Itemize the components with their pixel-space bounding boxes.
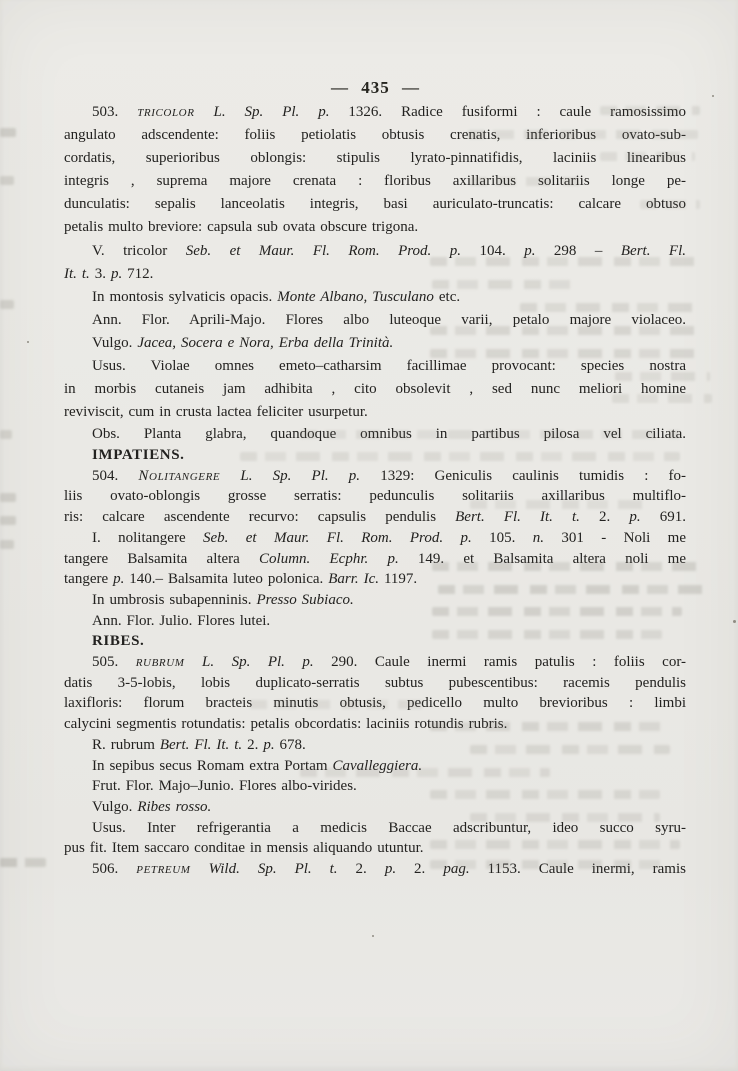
showthrough-ghost — [0, 516, 16, 525]
text-segment: 691. — [640, 509, 686, 526]
text-segment: liis ovato-oblongis grosse serratis: pedunculis solitariis axillaribus multiflo- — [64, 488, 686, 505]
text-segment: Seb. et Maur. Fl. Rom. Prod. p. — [202, 529, 472, 546]
showthrough-ghost — [470, 745, 670, 754]
showthrough-ghost — [432, 562, 702, 571]
text-segment: Ann. Flor. Aprili-Majo. Flores albo luteoque varii, petalo majore violaceo. — [92, 311, 686, 328]
text-segment: reviviscit, cum in crusta lactea feliciter usurpetur. — [64, 404, 368, 421]
showthrough-ghost — [432, 630, 662, 639]
showthrough-ghost — [430, 840, 680, 849]
text-segment: tangere Balsamita altera — [64, 550, 260, 567]
scan-speck — [712, 95, 714, 97]
text-segment: 298 – — [535, 242, 621, 259]
showthrough-ghost — [300, 430, 680, 439]
text-segment: 678. — [274, 736, 306, 753]
text-line — [64, 147, 686, 170]
species-name: rubrum — [135, 654, 185, 671]
text-segment: L. Sp. Pl. p. — [213, 104, 330, 120]
text-segment: L. Sp. Pl. p. — [202, 654, 314, 671]
showthrough-ghost — [615, 372, 710, 381]
text-segment: Wild. Sp. Pl. t. — [208, 861, 338, 878]
text-segment: in morbis cutaneis jam adhibita , cito obsolevit , sed nunc meliori homine — [64, 381, 686, 398]
text-line — [64, 216, 686, 239]
showthrough-ghost — [0, 128, 16, 137]
text-block — [64, 101, 686, 880]
text-segment: It. t. — [64, 265, 90, 282]
text-segment: cordatis, superioribus oblongis: stipulis lyrato-pinnatifidis, laciniis linearibus — [64, 150, 686, 167]
showthrough-ghost — [240, 452, 680, 461]
text-segment: Usus. Violae omnes emeto–catharsim facillimae provocant: species nostra — [92, 358, 686, 375]
text-segment: Seb. et Maur. Fl. Rom. Prod. p. — [185, 242, 461, 259]
text-segment: 149. et Balsamita altera noli me — [398, 550, 686, 567]
text-segment: pag. — [443, 861, 470, 878]
showthrough-ghost — [430, 257, 700, 266]
text-segment: Ribes rosso. — [137, 798, 212, 815]
text-line — [64, 101, 686, 124]
text-line — [64, 466, 686, 487]
text-segment: p. — [110, 265, 123, 282]
text-segment: etc. — [433, 288, 461, 305]
text-segment: laxifloris: florum bracteis minutis obtusis, pedicello multo brevioribus : limbi — [64, 695, 686, 712]
text-segment — [185, 654, 202, 670]
showthrough-ghost — [470, 177, 580, 186]
text-segment: calycini segmentis rotundatis: petalis obcordatis: laciniis rotundis rubris. — [64, 716, 508, 733]
text-segment: p. — [263, 736, 275, 753]
text-line — [64, 193, 686, 216]
text-segment: n. — [532, 529, 544, 546]
showthrough-ghost — [612, 394, 712, 403]
text-segment: In montosis sylvaticis opacis. — [92, 288, 278, 305]
text-segment: RIBES. — [92, 633, 145, 650]
text-line — [64, 170, 686, 193]
showthrough-ghost — [430, 326, 700, 335]
scan-speck — [733, 620, 736, 623]
text-segment: 1153. Caule inermi, ramis — [469, 861, 686, 878]
text-segment: Presso Subiaco. — [256, 591, 354, 608]
text-segment: In umbrosis subapenninis. — [92, 591, 257, 608]
text-segment: V. tricolor — [92, 242, 186, 259]
text-segment: Bert. Fl. It. t. — [455, 509, 580, 526]
text-segment: tangere — [64, 571, 114, 588]
showthrough-ghost — [470, 500, 650, 509]
text-line — [64, 652, 686, 673]
showthrough-ghost — [0, 176, 14, 185]
showthrough-ghost — [0, 430, 12, 439]
text-segment: In sepibus secus Romam extra Portam — [92, 757, 333, 774]
text-segment: angulato adscendente: foliis petiolatis obtusis crenatis, inferioribus ovato-sub- — [64, 127, 686, 144]
text-segment: p. — [384, 861, 397, 878]
text-line — [64, 378, 686, 401]
text-segment: Frut. Flor. Majo–Junio. Flores albo-virides. — [92, 778, 357, 795]
species-name: Nolitangere — [138, 467, 221, 484]
text-segment: 2. — [242, 736, 264, 753]
text-segment: 105. — [471, 529, 533, 546]
showthrough-ghost — [430, 349, 700, 358]
text-segment: 140.– Balsamita luteo polonica. — [124, 571, 329, 588]
text-segment: 301 - Noli me — [543, 529, 686, 546]
showthrough-ghost — [600, 106, 700, 115]
text-segment: datis 3-5-lobis, lobis duplicato-serratis subtus pubescentibus: racemis pendulis — [64, 674, 686, 691]
text-segment: 2. — [396, 861, 444, 878]
text-segment: p. — [113, 571, 125, 588]
showthrough-ghost — [0, 300, 14, 309]
text-segment: ris: calcare ascendente recurvo: capsulis pendulis — [64, 509, 456, 526]
showthrough-ghost — [468, 130, 698, 139]
text-segment — [191, 861, 209, 877]
text-segment: I. nolitangere — [92, 529, 203, 546]
text-segment: L. Sp. Pl. p. — [240, 467, 361, 484]
text-segment: Bert. Fl. — [620, 242, 687, 259]
text-segment: p. — [629, 509, 641, 526]
species-name: tricolor — [137, 104, 195, 120]
text-segment: 505. — [92, 654, 136, 671]
showthrough-ghost — [250, 700, 430, 709]
text-segment: IMPATIENS. — [92, 447, 185, 464]
text-segment: 712. — [122, 265, 154, 282]
showthrough-ghost — [438, 585, 703, 594]
text-segment: Jacea, Socera e Nora, Erba della Trinità. — [137, 334, 394, 351]
text-segment: R. rubrum — [92, 736, 160, 753]
showthrough-ghost — [430, 722, 670, 731]
text-segment: 1197. — [379, 571, 418, 588]
page-number-header: — 435 — — [331, 78, 420, 97]
text-segment: 504. — [92, 467, 139, 484]
text-line — [64, 355, 686, 378]
text-segment: 1329: Geniculis caulinis tumidis : fo- — [360, 467, 687, 484]
text-segment: Bert. Fl. It. t. — [159, 736, 243, 753]
showthrough-ghost — [430, 860, 670, 869]
showthrough-ghost — [600, 152, 695, 161]
text-segment: pus fit. Item saccaro conditae in mensis aliquando utuntur. — [64, 840, 424, 857]
text-segment — [195, 104, 214, 120]
text-line — [64, 507, 686, 528]
text-segment: 506. — [92, 861, 137, 878]
showthrough-ghost — [0, 540, 14, 549]
text-line — [64, 263, 686, 286]
text-segment: Vulgo. — [92, 334, 138, 351]
text-line — [64, 673, 686, 694]
showthrough-ghost — [432, 607, 682, 616]
text-segment: Column. Ecphr. p. — [259, 550, 399, 567]
text-segment: 1326. Radice fusiformi : caule ramosissimo — [329, 104, 686, 120]
text-segment — [220, 468, 240, 484]
showthrough-ghost — [640, 200, 700, 209]
text-segment: 2. — [579, 509, 630, 526]
showthrough-ghost — [430, 790, 660, 799]
text-segment: 290. Caule inermi ramis patulis : foliis cor- — [313, 654, 687, 671]
text-segment: p. — [524, 242, 536, 259]
showthrough-ghost — [300, 768, 550, 777]
text-segment: integris , suprema majore crenata : floribus axillaribus solitariis longe pe- — [64, 173, 686, 190]
showthrough-ghost — [520, 303, 700, 312]
text-segment: petalis multo breviore: capsula sub ovata obscure trigona. — [64, 219, 419, 236]
showthrough-ghost — [432, 280, 572, 289]
text-line — [64, 528, 686, 549]
text-segment: Barr. Ic. — [328, 571, 380, 588]
scan-speck — [27, 341, 29, 343]
text-segment: Cavalleggiera. — [332, 757, 423, 774]
text-segment: 104. — [461, 242, 525, 259]
showthrough-ghost — [0, 493, 16, 502]
text-line — [64, 401, 686, 424]
text-segment: Obs. Planta glabra, quandoque omnibus in partibus pilosa vel ciliata. — [92, 426, 686, 443]
text-segment: dunculatis: sepalis lanceolatis integris, basi auriculato-truncatis: calcare obtuso — [64, 196, 686, 213]
text-segment: 3. — [89, 265, 111, 282]
text-segment: 2. — [337, 861, 385, 878]
text-segment: Usus. Inter refrigerantia a medicis Baccae adscribuntur, ideo succo syru- — [92, 819, 686, 836]
text-segment: Ann. Flor. Julio. Flores lutei. — [92, 612, 271, 629]
showthrough-ghost — [470, 813, 660, 822]
text-segment: Vulgo. — [92, 798, 138, 815]
text-segment: 503. — [92, 104, 138, 120]
species-name: petreum — [136, 861, 191, 878]
text-segment: Monte Albano, Tusculano — [277, 288, 434, 305]
showthrough-ghost — [0, 858, 46, 867]
scan-speck — [372, 935, 374, 937]
